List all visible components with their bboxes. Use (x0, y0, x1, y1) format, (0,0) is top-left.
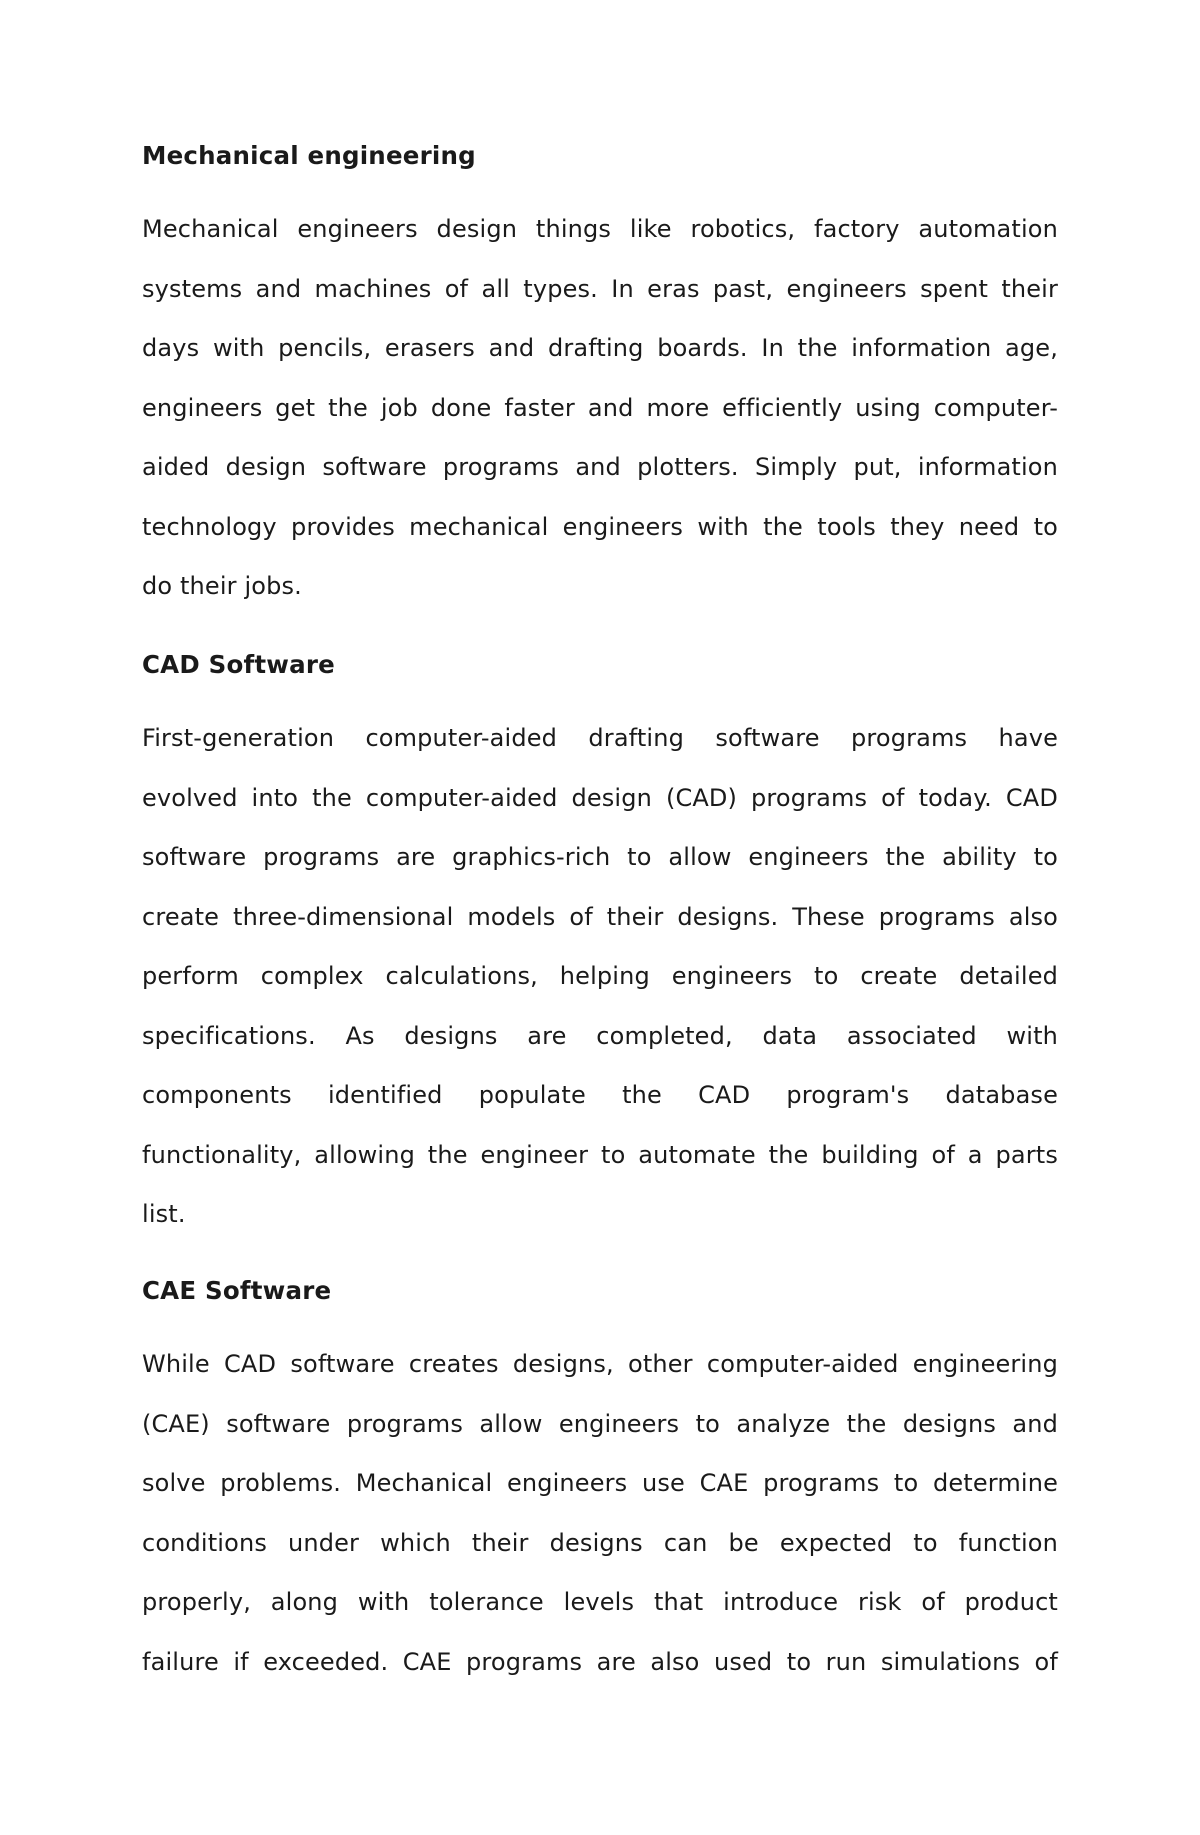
text-line: list. (142, 1200, 186, 1228)
text-line: engineers get the job done faster and more efficiently using computer- (142, 393, 1058, 422)
section-heading-mechanical-engineering: Mechanical engineering (142, 141, 476, 170)
text-line: functionality, allowing the engineer to automate the building of a parts (142, 1140, 1058, 1169)
text-line: days with pencils, erasers and drafting boards. In the information age, (142, 334, 1058, 362)
text-line: perform complex calculations, helping engineers to create detailed (142, 962, 1058, 990)
text-line: do their jobs. (142, 572, 302, 600)
text-line: create three-dimensional models of their designs. These programs also (142, 902, 1058, 931)
paragraph-mechanical-engineering (142, 200, 1058, 617)
text-line: evolved into the computer-aided design (CAD) programs of today. CAD (142, 783, 1058, 812)
paragraph-cae-software (142, 1335, 1058, 1692)
text-line: software programs are graphics-rich to allow engineers the ability to (142, 843, 1058, 871)
text-line: properly, along with tolerance levels that introduce risk of product (142, 1588, 1058, 1616)
text-line: conditions under which their designs can be expected to function (142, 1528, 1058, 1557)
text-line: components identified populate the CAD program's database (142, 1081, 1058, 1109)
text-line: failure if exceeded. CAE programs are also used to run simulations of (142, 1647, 1058, 1676)
text-line: First-generation computer-aided drafting software programs have (142, 724, 1058, 752)
text-line: While CAD software creates designs, other computer-aided engineering (142, 1350, 1058, 1378)
text-line: technology provides mechanical engineers with the tools they need to (142, 512, 1058, 541)
section-heading-cad-software: CAD Software (142, 650, 335, 679)
paragraph-cad-software (142, 709, 1058, 1245)
text-line: solve problems. Mechanical engineers use CAE programs to determine (142, 1469, 1058, 1497)
section-heading-cae-software: CAE Software (142, 1276, 332, 1305)
text-line: Mechanical engineers design things like robotics, factory automation (142, 215, 1058, 243)
text-line: (CAE) software programs allow engineers to analyze the designs and (142, 1409, 1058, 1438)
text-line: systems and machines of all types. In eras past, engineers spent their (142, 274, 1058, 303)
text-line: specifications. As designs are completed, data associated with (142, 1021, 1058, 1050)
text-line: aided design software programs and plotters. Simply put, information (142, 453, 1058, 481)
